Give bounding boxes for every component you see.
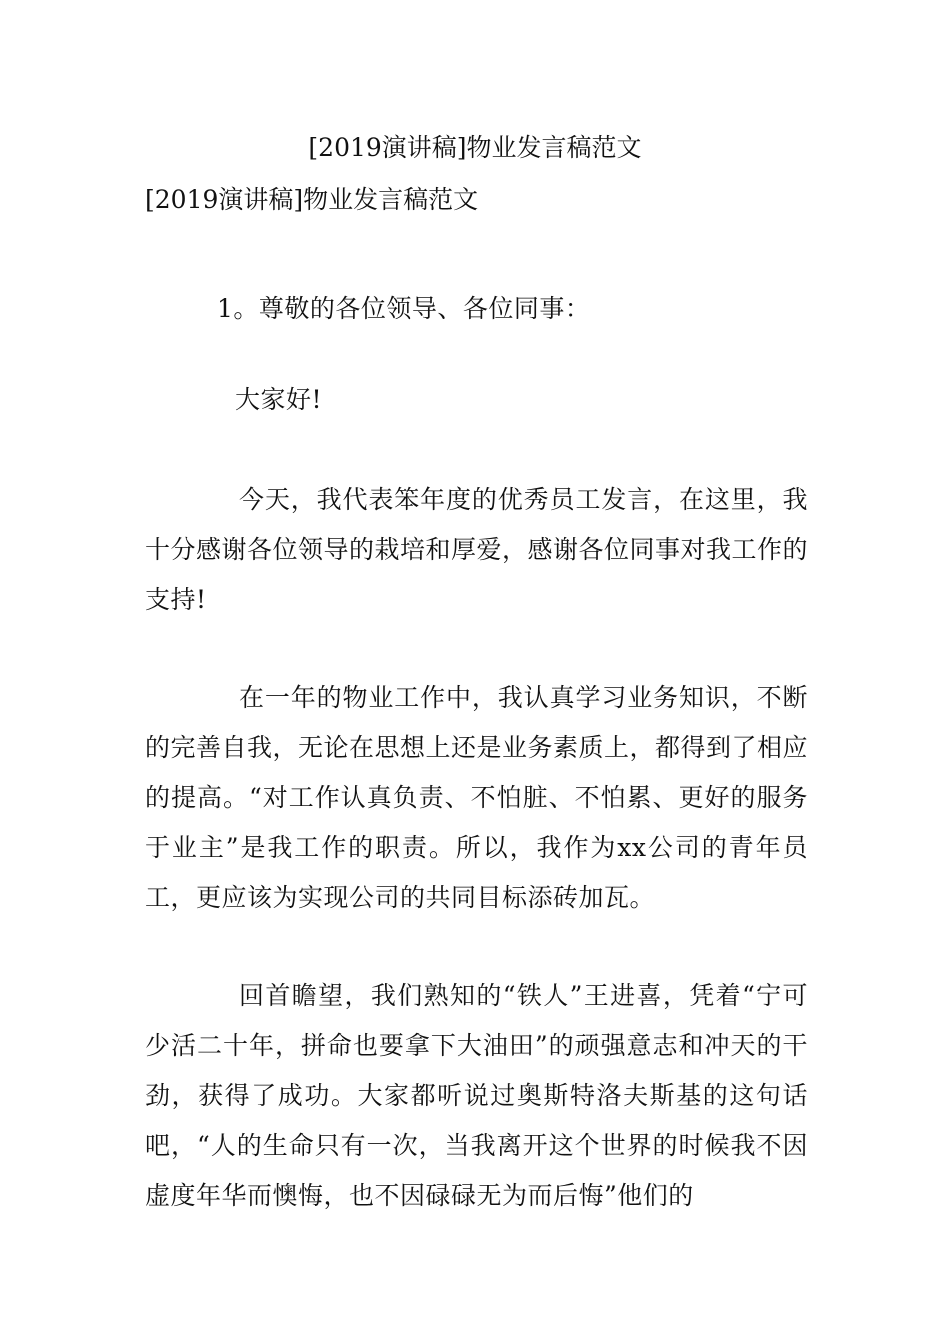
paragraph-work: 在一年的物业工作中，我认真学习业务知识，不断的完善自我，无论在思想上还是业务素质上，都得到了相应的提高。“对工作认真负责、不怕脏、不怕累、更好的服务于业主”是我工作的职责。所以，我作为xx公司的青年员工，更应该为实现公司的共同目标添砖加瓦。 [145,683,809,912]
paragraph-greeting: 1。尊敬的各位领导、各位同事： [217,294,591,323]
paragraph-hello: 大家好! [235,385,323,414]
document-subtitle: [2019演讲稿]物业发言稿范文 [145,185,479,214]
paragraph-recall: 回首瞻望，我们熟知的“铁人”王进喜，凭着“宁可少活二十年，拼命也要拿下大油田”的顽强意志和冲天的干劲，获得了成功。大家都听说过奥斯特洛夫斯基的这句话吧，“人的生命只有一次，当我离开这个世界的时候我不因虚度年华而懊悔，也不因碌碌无为而后悔”他们的 [145,981,808,1210]
paragraph-today: 今天，我代表笨年度的优秀员工发言，在这里，我十分感谢各位领导的栽培和厚爱，感谢各位同事对我工作的支持! [145,485,809,614]
document-title: [2019演讲稿]物业发言稿范文 [308,133,642,162]
